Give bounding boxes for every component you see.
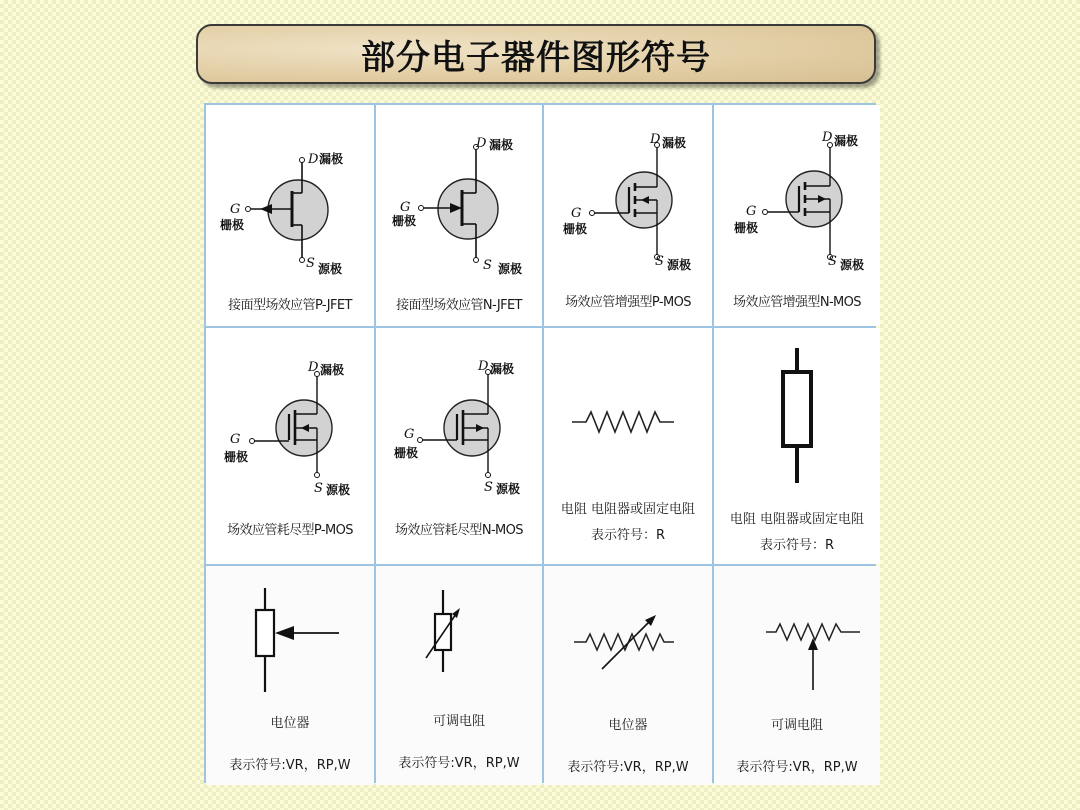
- gate-label: 栅极: [563, 222, 588, 236]
- potentiometer-box-symbol: [206, 566, 374, 785]
- gate-label: 栅极: [734, 221, 759, 235]
- caption: 接面型场效应管P-JFET: [228, 298, 352, 313]
- cell-n-jfet: [376, 105, 542, 326]
- drain-label: 漏极: [320, 363, 345, 377]
- cell-enh-p-mos: [544, 105, 712, 326]
- source-label: 源极: [496, 482, 521, 496]
- cell-adjustable-zigzag: [714, 566, 880, 785]
- source-letter: S: [828, 254, 837, 269]
- cell-p-jfet: [206, 105, 374, 326]
- source-label: 源极: [318, 262, 343, 276]
- gate-letter: G: [400, 200, 411, 215]
- p-jfet-symbol: [206, 105, 374, 326]
- gate-letter: G: [746, 204, 757, 219]
- cell-dep-p-mos: [206, 328, 374, 564]
- symbol-table: [204, 103, 876, 783]
- source-letter: S: [314, 481, 323, 496]
- drain-label: 漏极: [662, 136, 687, 150]
- caption-line2: 表示符号：R: [590, 528, 666, 543]
- gate-label: 栅极: [394, 446, 419, 460]
- gate-letter: G: [404, 427, 415, 442]
- caption: 场效应管增强型P-MOS: [565, 295, 691, 310]
- source-label: 源极: [498, 262, 523, 276]
- drain-letter: D: [822, 130, 833, 145]
- source-label: 源极: [326, 483, 351, 497]
- symbol-text: 表示符号:VR，RP,W: [567, 760, 689, 775]
- page-title: 部分电子器件图形符号: [361, 37, 711, 78]
- cell-enh-n-mos: [714, 105, 880, 326]
- cell-resistor-box: [714, 328, 880, 564]
- gate-label: 栅极: [224, 450, 249, 464]
- title-banner: [196, 24, 876, 84]
- gate-letter: G: [571, 206, 582, 221]
- component-name: 可调电阻: [432, 714, 485, 729]
- symbol-text: 表示符号:VR，RP,W: [736, 760, 858, 775]
- potentiometer-zigzag-symbol: [544, 566, 712, 785]
- drain-letter: D: [308, 152, 319, 167]
- cell-potentiometer-zigzag: [544, 566, 712, 785]
- drain-label: 漏极: [834, 134, 859, 148]
- adjustable-zigzag-symbol: [714, 566, 880, 785]
- cell-resistor-zigzag: [544, 328, 712, 564]
- component-name: 可调电阻: [770, 718, 823, 733]
- source-label: 源极: [840, 258, 865, 272]
- cell-dep-n-mos: [376, 328, 542, 564]
- caption: 场效应管增强型N-MOS: [733, 295, 861, 310]
- gate-label: 栅极: [392, 214, 417, 228]
- caption-line2: 表示符号：R: [759, 538, 835, 553]
- source-label: 源极: [667, 258, 692, 272]
- resistor-box-symbol: [714, 328, 880, 564]
- component-name: 电位器: [270, 716, 310, 731]
- drain-label: 漏极: [489, 138, 514, 152]
- caption: 场效应管耗尽型N-MOS: [395, 523, 523, 538]
- cell-adjustable-box: [376, 566, 542, 785]
- caption-line1: 电阻 电阻器或固定电阻: [560, 502, 696, 517]
- source-letter: S: [483, 258, 492, 273]
- drain-label: 漏极: [319, 152, 344, 166]
- n-jfet-symbol: [376, 105, 542, 326]
- source-letter: S: [484, 480, 493, 495]
- cell-potentiometer-box: [206, 566, 374, 785]
- caption: 接面型场效应管N-JFET: [396, 298, 522, 313]
- caption-line1: 电阻 电阻器或固定电阻: [729, 512, 865, 527]
- drain-label: 漏极: [490, 362, 515, 376]
- drain-letter: D: [476, 136, 487, 151]
- gate-label: 栅极: [220, 218, 245, 232]
- drain-letter: D: [650, 132, 661, 147]
- symbol-text: 表示符号:VR，RP,W: [229, 758, 351, 773]
- drain-letter: D: [478, 359, 489, 374]
- gate-letter: G: [230, 432, 241, 447]
- component-name: 电位器: [608, 718, 648, 733]
- source-letter: S: [655, 254, 664, 269]
- drain-letter: D: [308, 360, 319, 375]
- caption: 场效应管耗尽型P-MOS: [227, 523, 353, 538]
- symbol-text: 表示符号:VR，RP,W: [398, 756, 520, 771]
- source-letter: S: [306, 256, 315, 271]
- gate-letter: G: [230, 202, 241, 217]
